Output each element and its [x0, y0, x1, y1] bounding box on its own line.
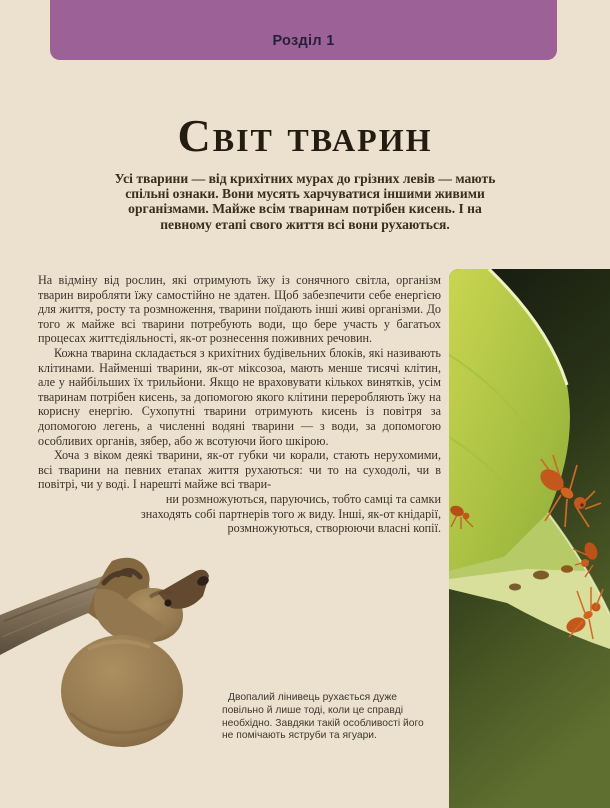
chapter-label: Розділ 1	[272, 33, 335, 49]
body-paragraph-2: Кожна тварина складається з крихітних будівельних блоків, які називають клітинами. Найменші тварини, як-от міксозоа, мають менше тисячі клітин, але у найбільших їх трильйони. Якщо не враховувати кількох винятків, усім тваринам потрібен кисень, за допомогою якого клітини переробляють їжу на корисну енергію. Сухопутні тварини отримують кисень із повітря за допомогою легень, а численні водяні тварини — з води, за допомогою особливих органів, зябер, або ж всотуючи його шкірою.	[38, 345, 441, 448]
chapter-band	[50, 0, 557, 60]
sloth-caption: Двопалий лінивець рухається дуже повільно й лише тоді, коли це справді необхідно. Завдяки такій особливості його не помічають яструби та ягуари.	[222, 692, 424, 742]
body-paragraph-1: На відміну від рослин, які отримують їжу із сонячного світла, організм тварин виробляти їжу самостійно не здатен. Щоб забезпечити себе енергією для життя, росту та розмноження, тварини поїдають інші живі організми. До того ж майже всі тварини потребують води, що бере участь у багатьох процесах життєдіяльності, як-от рознесення поживних речовин.	[38, 273, 441, 346]
page-title: Світ тварин	[177, 109, 433, 161]
body-text-column	[38, 273, 441, 536]
body-paragraph-3a: Хоча з віком деякі тварини, як-от губки чи корали, стають нерухомими, всі тварини на певних етапах життя рухаються: чи то на суходолі, чи в повітрі, чи у воді. І нарешті майже всі твари-	[38, 448, 441, 492]
ants-illustration	[449, 269, 610, 808]
intro-paragraph: Усі тварини — від крихітних мурах до грізних левів — мають спільні ознаки. Вони мусять харчуватися іншими живими організмами. Майже всім тваринам потрібен кисень. І на певному етапі свого життя всі вони рухаються.	[114, 170, 496, 232]
body-paragraph-3b: ни розмножуються, паруючись, тобто самці та самки знаходять собі партнерів того ж виду. Інші, як-от кнідарії, розмножуються, створюючи власні копії.	[140, 491, 441, 536]
sloth-photo	[0, 553, 238, 761]
ants-on-leaf-photo	[449, 269, 610, 808]
sloth-illustration	[0, 553, 238, 761]
